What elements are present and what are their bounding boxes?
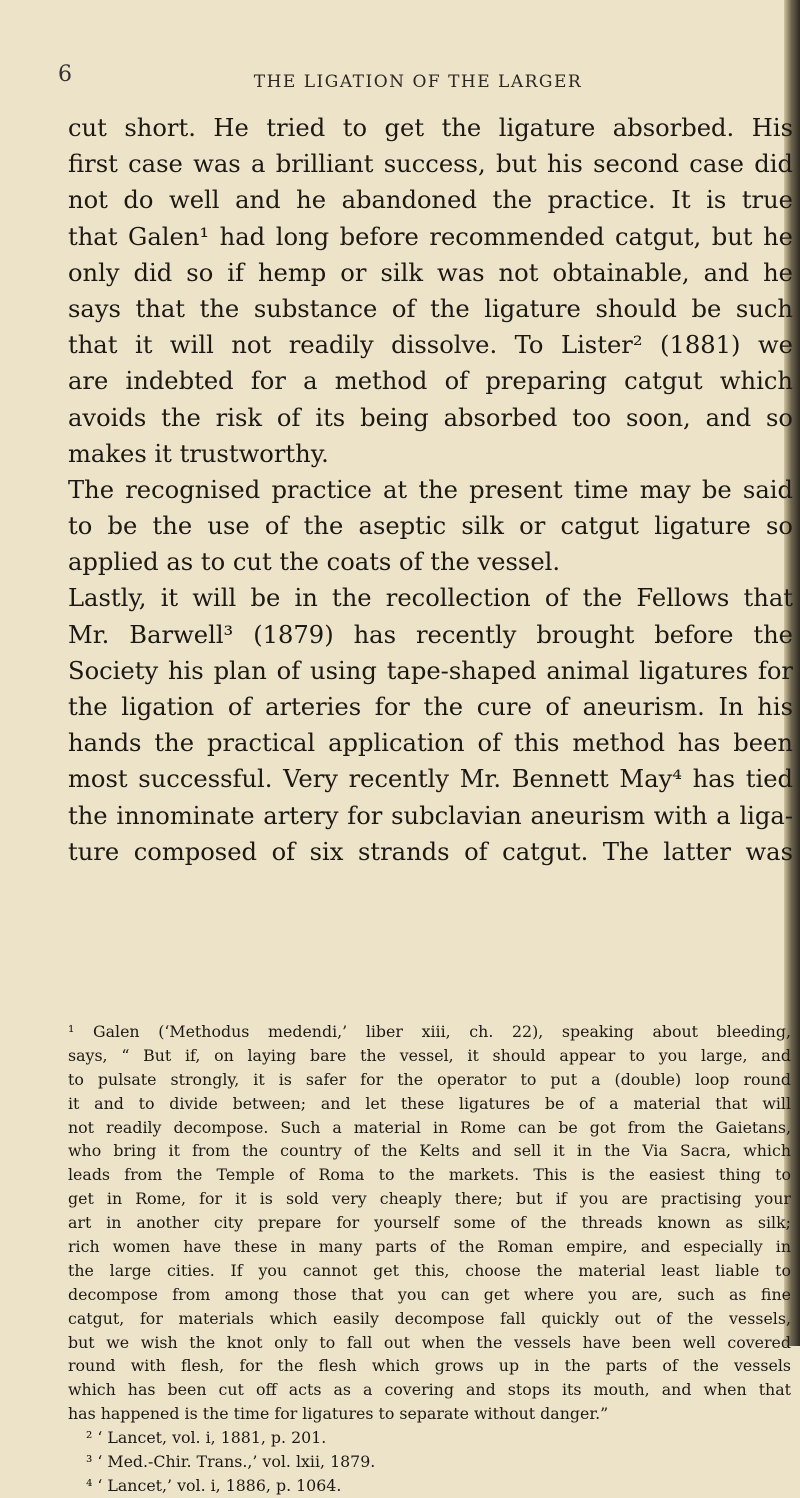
text-line: says that the substance of the ligature should be such [68, 294, 793, 323]
footnote-line: decompose from among those that you can get where you are, such as fine [68, 1284, 791, 1304]
footnote-line: has happened is the time for ligatures to separate without danger.” [68, 1404, 609, 1424]
page-header [58, 62, 778, 92]
text-line: the ligation of arteries for the cure of aneurism. In his [68, 693, 793, 721]
footnote-line: catgut, for materials which easily decompose fall quickly out of the vessels, [68, 1308, 791, 1328]
footnote-line: ¹ Galen (‘Methodus medendi,’ liber xiii, ch. 22), speaking about bleeding, [68, 1022, 791, 1041]
footnote-reference: ⁴ ‘ Lancet,’ vol. i, 1886, p. 1064. [86, 1475, 342, 1495]
text-line: the innominate artery for subclavian aneurism with a liga- [68, 801, 793, 830]
text-line: makes it trustworthy. [68, 439, 329, 468]
footnote-line: which has been cut off acts as a covering and stops its mouth, and when that [68, 1380, 791, 1400]
main-text [68, 110, 793, 870]
footnote-reference: ² ‘ Lancet, vol. i, 1881, p. 201. [86, 1428, 327, 1448]
text-line: that it will not readily dissolve. To Lister² (1881) we [68, 331, 793, 360]
footnote-line: leads from the Temple of Roma to the markets. This is the easiest thing to [68, 1165, 791, 1185]
footnote-reference: ³ ‘ Med.-Chir. Trans.,’ vol. lxii, 1879. [86, 1452, 376, 1472]
text-line: cut short. He tried to get the ligature absorbed. His [68, 114, 793, 142]
footnote-line: says, “ But if, on laying bare the vessel, it should appear to you large, and [68, 1045, 791, 1065]
footnote-line: the large cities. If you cannot get this, choose the material least liable to [68, 1260, 791, 1280]
text-line: avoids the risk of its being absorbed too soon, and so [68, 403, 793, 432]
text-line: that Galen¹ had long before recommended catgut, but he [68, 222, 793, 251]
text-line: are indebted for a method of preparing catgut which [68, 367, 793, 396]
footnote-line: not readily decompose. Such a material in Rome can be got from the Gaietans, [68, 1117, 791, 1137]
footnote-line: to pulsate strongly, it is safer for the operator to put a (double) loop round [68, 1069, 791, 1089]
footnote-line: get in Rome, for it is sold very cheaply there; but if you are practising your [68, 1189, 791, 1209]
text-line: Society his plan of using tape-shaped animal ligatures for [68, 656, 793, 685]
page-number: 6 [58, 62, 72, 87]
text-line: The recognised practice at the present time may be said [68, 475, 793, 504]
text-line: hands the practical application of this method has been [68, 729, 793, 758]
footnote-line: it and to divide between; and let these ligatures be of a material that will [68, 1093, 791, 1113]
text-line: Mr. Barwell³ (1879) has recently brought before the [68, 620, 793, 649]
text-line: to be the use of the aseptic silk or catgut ligature so [68, 512, 793, 541]
running-head: THE LIGATION OF THE LARGER [253, 72, 583, 92]
footnote-line: who bring it from the country of the Kelts and sell it in the Via Sacra, which [68, 1141, 791, 1161]
text-line: ture composed of six strands of catgut. The latter was [68, 837, 793, 866]
footnote-line: rich women have these in many parts of the Roman empire, and especially in [68, 1237, 791, 1257]
text-line: applied as to cut the coats of the vessel. [68, 548, 561, 577]
footnote-line: art in another city prepare for yourself some of the threads known as silk; [68, 1213, 791, 1233]
footnote-line: round with flesh, for the flesh which grows up in the parts of the vessels [68, 1356, 791, 1376]
text-line: not do well and he abandoned the practice. It is true [68, 186, 793, 215]
text-line: first case was a brilliant success, but his second case did [68, 150, 793, 179]
text-line: Lastly, it will be in the recollection of the Fellows that [68, 584, 793, 613]
text-line: only did so if hemp or silk was not obtainable, and he [68, 258, 793, 287]
footnote-line: but we wish the knot only to fall out when the vessels have been well covered [68, 1332, 791, 1352]
text-line: most successful. Very recently Mr. Bennett May⁴ has tied [68, 765, 793, 794]
footnotes [68, 1020, 791, 1498]
